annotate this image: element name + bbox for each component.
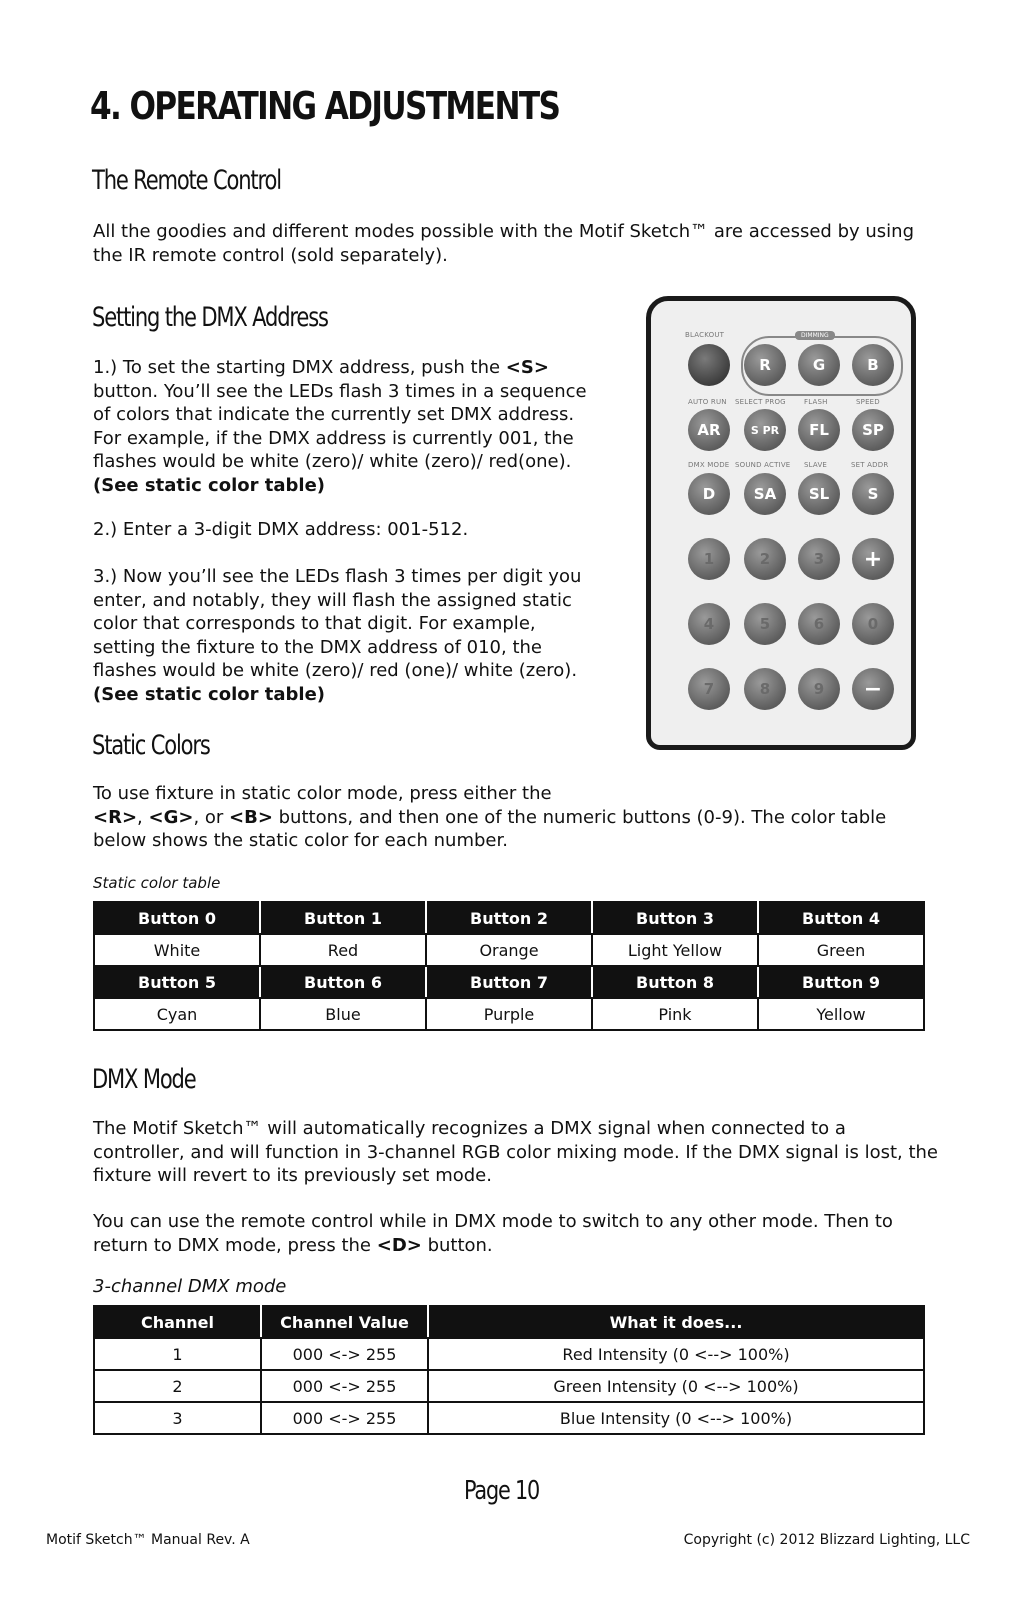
table-cell: 2: [94, 1370, 261, 1402]
table-header-cell: Button 5: [94, 966, 260, 998]
remote-label-select-prog: SELECT PROG: [735, 398, 786, 406]
table-header-cell: Button 0: [94, 902, 260, 934]
footer-manual-rev: Motif Sketch™ Manual Rev. A: [46, 1532, 250, 1548]
dmx-mode-table-caption: 3-channel DMX mode: [93, 1276, 287, 1297]
remote-label-slave: SLAVE: [804, 461, 828, 469]
table-cell: Blue: [260, 998, 426, 1030]
r-button-ref: <R>: [93, 806, 138, 828]
footer-copyright: Copyright (c) 2012 Blizzard Lighting, LLC: [683, 1532, 970, 1548]
remote-description: All the goodies and different modes possible with the Motif Sketch™ are accessed by using the IR remote control (sold separately).: [93, 221, 914, 266]
section-heading-remote: The Remote Control: [92, 165, 281, 196]
d-button-ref: <D>: [376, 1234, 422, 1256]
table-header-row: [94, 1306, 924, 1338]
table-row: [94, 934, 924, 966]
table-cell: 000 <-> 255: [261, 1402, 428, 1434]
remote-button-minus: −: [852, 668, 894, 710]
remote-button-3: 3: [798, 538, 840, 580]
dmx-mode-description: The Motif Sketch™ will automatically recognizes a DMX signal when connected to a controller, and will function in 3-channel RGB color mixing mode. If the DMX signal is lost, the fixture will revert to its previously set mode.: [93, 1118, 938, 1186]
table-cell: 1: [94, 1338, 261, 1370]
static-colors-description: To use fixture in static color mode, press either the <R>, <G>, or <B> buttons, and then one of the numeric buttons (0-9). The color table below shows the static color for each number.: [93, 783, 887, 851]
remote-button-9: 9: [798, 668, 840, 710]
remote-button-sp: SP: [852, 409, 894, 451]
b-button-ref: <B>: [229, 806, 273, 828]
page-number: Page 10: [464, 1476, 540, 1506]
remote-button-r: R: [744, 344, 786, 386]
table-header-row: [94, 966, 924, 998]
table-header-cell: Button 6: [260, 966, 426, 998]
table-header-cell: Button 8: [592, 966, 758, 998]
remote-button-plus: +: [852, 538, 894, 580]
remote-button-ar: AR: [688, 409, 730, 451]
table-cell: 000 <-> 255: [261, 1338, 428, 1370]
table-header-cell: Button 1: [260, 902, 426, 934]
remote-label-flash: FLASH: [804, 398, 828, 406]
remote-button-7: 7: [688, 668, 730, 710]
static-color-table-caption: Static color table: [93, 874, 221, 892]
dmx-channel-table: [93, 1305, 925, 1435]
remote-button-4: 4: [688, 603, 730, 645]
remote-label-blackout: BLACKOUT: [685, 331, 725, 339]
page-title: 4. OPERATING ADJUSTMENTS: [90, 84, 560, 128]
table-header-cell: Button 4: [758, 902, 924, 934]
remote-button-0: 0: [852, 603, 894, 645]
remote-button-sa: SA: [744, 473, 786, 515]
table-header-cell: Channel Value: [261, 1306, 428, 1338]
remote-button-s: S: [852, 473, 894, 515]
remote-label-set-addr: SET ADDR: [851, 461, 889, 469]
section-heading-static-colors: Static Colors: [92, 730, 210, 761]
table-cell: Orange: [426, 934, 592, 966]
remote-button-8: 8: [744, 668, 786, 710]
table-cell: Cyan: [94, 998, 260, 1030]
table-cell: Blue Intensity (0 <--> 100%): [428, 1402, 924, 1434]
color-table-ref: (See static color table): [93, 474, 326, 496]
table-header-cell: Channel: [94, 1306, 261, 1338]
table-cell: Yellow: [758, 998, 924, 1030]
remote-button-spr: S PR: [744, 409, 786, 451]
color-table-ref: (See static color table): [93, 683, 326, 705]
table-header-cell: Button 2: [426, 902, 592, 934]
table-header-cell: Button 9: [758, 966, 924, 998]
remote-button-b: B: [852, 344, 894, 386]
section-heading-dmx-mode: DMX Mode: [92, 1064, 196, 1095]
dmx-address-step3: 3.) Now you’ll see the LEDs flash 3 times per digit you enter, and notably, they will flash the assigned static color that corresponds to that digit. For example, setting the fixture to the DMX address of 010, the flashes would be white (zero)/ red (one)/ white (zero). (See static color table): [93, 566, 582, 705]
section-heading-dmx-address: Setting the DMX Address: [92, 302, 328, 333]
table-header-cell: Button 3: [592, 902, 758, 934]
remote-button-sl: SL: [798, 473, 840, 515]
remote-label-auto-run: AUTO RUN: [688, 398, 727, 406]
remote-button-g: G: [798, 344, 840, 386]
remote-label-sound-active: SOUND ACTIVE: [735, 461, 791, 469]
table-header-cell: Button 7: [426, 966, 592, 998]
remote-button-2: 2: [744, 538, 786, 580]
table-header-row: [94, 902, 924, 934]
table-cell: Pink: [592, 998, 758, 1030]
dmx-address-step2: 2.) Enter a 3-digit DMX address: 001-512.: [93, 519, 469, 540]
table-cell: Purple: [426, 998, 592, 1030]
blackout-button: [688, 344, 730, 386]
table-header-cell: What it does...: [428, 1306, 924, 1338]
table-cell: Green: [758, 934, 924, 966]
table-row: [94, 1338, 924, 1370]
table-cell: White: [94, 934, 260, 966]
remote-button-6: 6: [798, 603, 840, 645]
table-row: [94, 1402, 924, 1434]
remote-button-5: 5: [744, 603, 786, 645]
table-cell: Light Yellow: [592, 934, 758, 966]
remote-label-speed: SPEED: [856, 398, 880, 406]
ir-remote-image: [646, 296, 916, 750]
remote-button-d: D: [688, 473, 730, 515]
table-cell: 000 <-> 255: [261, 1370, 428, 1402]
remote-label-dimming: DIMMING: [795, 331, 835, 340]
remote-label-dmx-mode: DMX MODE: [688, 461, 730, 469]
table-row: [94, 998, 924, 1030]
table-row: [94, 1370, 924, 1402]
g-button-ref: <G>: [148, 806, 194, 828]
remote-button-fl: FL: [798, 409, 840, 451]
table-cell: Green Intensity (0 <--> 100%): [428, 1370, 924, 1402]
static-color-table: [93, 901, 925, 1031]
table-cell: 3: [94, 1402, 261, 1434]
table-cell: Red Intensity (0 <--> 100%): [428, 1338, 924, 1370]
remote-button-1: 1: [688, 538, 730, 580]
table-cell: Red: [260, 934, 426, 966]
dmx-address-step1: 1.) To set the starting DMX address, push the <S> button. You’ll see the LEDs flash 3 times in a sequence of colors that indicate the currently set DMX address. For example, if the DMX address is currently 001, the flashes would be white (zero)/ white (zero)/ red(one). (See static color table): [93, 357, 587, 496]
s-button-ref: <S>: [505, 357, 549, 378]
dmx-mode-return-text: You can use the remote control while in DMX mode to switch to any other mode. Then to return to DMX mode, press the <D> button.: [93, 1211, 893, 1256]
